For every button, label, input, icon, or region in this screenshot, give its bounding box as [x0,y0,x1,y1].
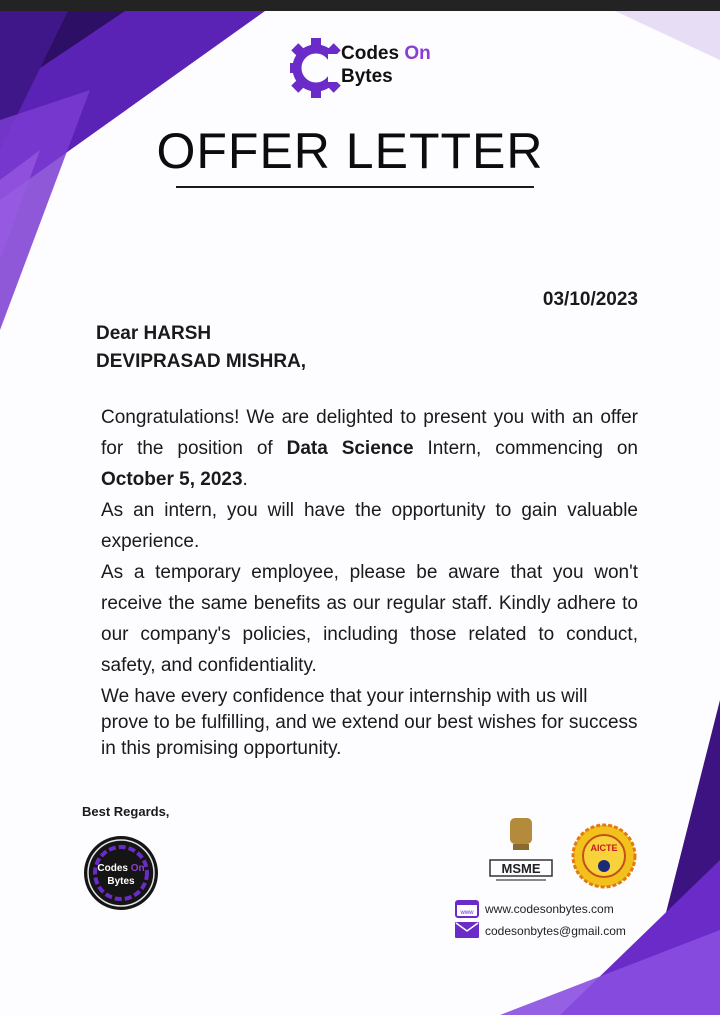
paragraph-offer: Congratulations! We are delighted to present you with an offer for the position of Data Science Intern, commencing on October 5, 2023. [101,407,638,490]
website-link[interactable]: www.codesonbytes.com [485,902,614,916]
website-icon [455,900,479,918]
email-link[interactable]: codesonbytes@gmail.com [485,924,626,938]
paragraph-wishes: We have every confidence that your internship with us will prove to be fulfilling, and we extend our best wishes for success in this promising opportunity. [101,686,638,759]
seal-text: Codes On Bytes [97,863,145,887]
contact-website[interactable] [455,900,614,921]
signoff: Best Regards, [82,804,170,819]
contact-email[interactable] [455,922,626,941]
letter-date: 03/10/2023 [542,289,638,310]
msme-logo-icon [488,816,554,886]
aicte-logo-icon [571,823,637,889]
svg-text:AICTE: AICTE [590,843,618,853]
title-underline [176,186,534,188]
document-title: OFFER LETTER [156,123,544,179]
email-icon [455,922,479,938]
brand-name: Codes On Bytes [341,43,431,87]
letter-body [101,402,638,762]
paragraph-experience: As an intern, you will have the opportunity to gain valuable experience. [101,500,638,552]
svg-text:MSME: MSME [501,861,541,876]
svg-text:www: www [460,910,474,916]
paragraph-policies: As a temporary employee, please be aware that you won't receive the same benefits as our regular staff. Kindly adhere to our company's policies, including those related to conduct, safety, and confidentiality. [101,562,638,676]
salutation: Dear HARSH DEVIPRASAD MISHRA, [96,323,307,372]
